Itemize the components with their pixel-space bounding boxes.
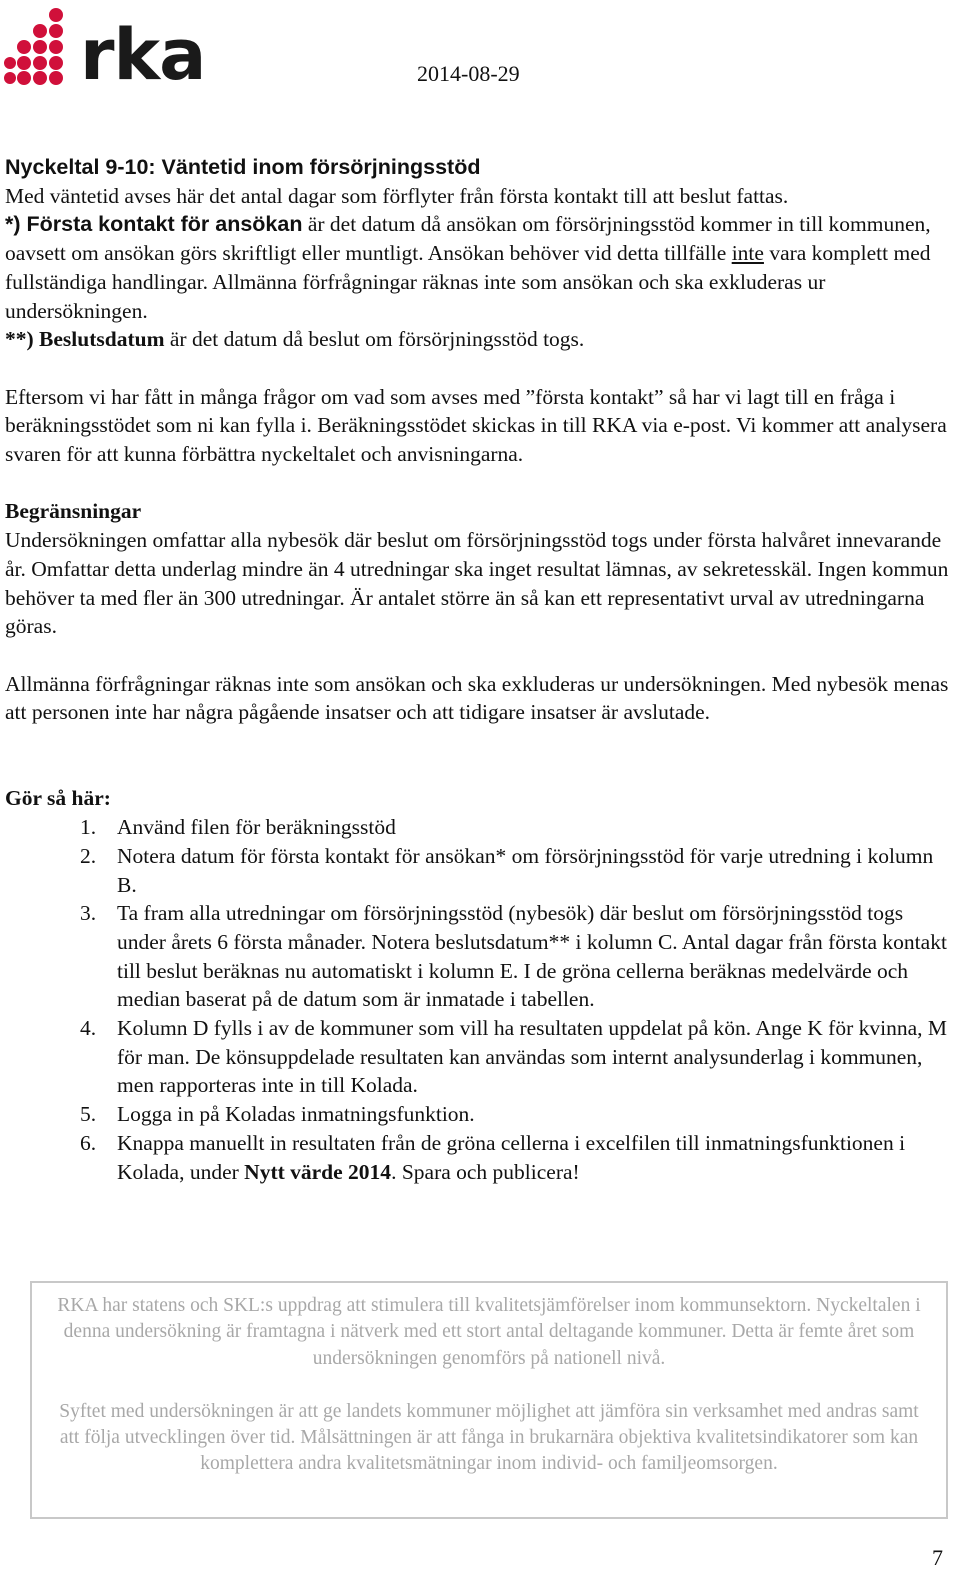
- limitations-heading-text: Begränsningar: [5, 499, 142, 524]
- step-number: 4.: [80, 1016, 97, 1041]
- first-contact-question-paragraph: Eftersom vi har fått in många frågor om vad som avses med ”första kontakt” så har vi lagt till en fråga i beräkningsstödet som ni kan fylla i. Beräkningsstödet skickas in till RKA via e-post. Vi kommer att analysera svaren för att kunna förbättra nyckeltalet och anvisningarna.: [5, 384, 947, 467]
- rka-logo-dots-icon: [4, 6, 79, 86]
- info-box-paragraph-2: Syftet med undersökningen är att ge landets kommuner möjlighet att jämföra sin verksamhet med andras samt att följa utvecklingen över tid. Målsättningen är att fånga in brukarnära objektiva kvalitetsindikatorer som kan komplettera andra kvalitetsmätningar inom individ- och familjeomsorgen.: [59, 1400, 919, 1475]
- step-number: 2.: [80, 843, 97, 868]
- step-text: Notera datum för första kontakt för ansökan* om försörjningsstöd för varje utredning i kolumn B.: [117, 843, 934, 897]
- step-number: 1.: [80, 815, 97, 840]
- def2-term: Beslutsdatum: [39, 327, 165, 352]
- step-number: 5.: [80, 1102, 97, 1127]
- steps-heading-text: Gör så här:: [5, 786, 111, 811]
- step-item: [5, 842, 950, 899]
- limitations-paragraph: Undersökningen omfattar alla nybesök där beslut om försörjningsstöd togs under första halvåret innevarande år. Omfattar detta underlag mindre än 4 utredningar ska inget resultat lämnas, av sekretesskäl. Ingen kommun behöver ta med fler än 300 utredningar. Är antalet större än så kan ett representativt urval av utredningarna göras.: [5, 528, 949, 639]
- general-inquiries-paragraph: Allmänna förfrågningar räknas inte som ansökan och ska exkluderas ur undersökningen. Med nybesök menas att personen inte har några pågående insatser och att tidigare insatser är avslutade.: [5, 671, 949, 725]
- steps-heading: [5, 784, 950, 813]
- page-number: 7: [932, 1545, 943, 1570]
- info-box-paragraph-1: RKA har statens och SKL:s uppdrag att stimulera till kvalitetsjämförelser inom kommunsektorn. Nyckeltalen i denna undersökning är framtagna i nätverk med ett stort antal deltagande kommuner. Detta är femte året som undersökningen genomförs på nationell nivå.: [57, 1295, 921, 1369]
- step-item: [5, 1014, 950, 1100]
- limitations-heading: [5, 497, 950, 526]
- step-number: 6.: [80, 1130, 97, 1155]
- def1-text-b: vara komplett med fullständiga handlingar. Allmänna förfrågningar räknas inte som ansökan och ska exkluderas ur undersökningen.: [5, 241, 931, 323]
- definition-decision-date: [5, 325, 950, 354]
- def1-term: Första kontakt för ansökan: [26, 212, 303, 237]
- step-number: 3.: [80, 901, 97, 926]
- step-bold-new-value: Nytt värde 2014: [244, 1159, 392, 1184]
- document-date: 2014-08-29: [417, 61, 520, 86]
- document-body: [5, 153, 950, 1186]
- step-text: Använd filen för beräkningsstöd: [117, 815, 396, 840]
- step-item: [5, 813, 950, 842]
- def1-text-a: är det datum då ansökan om försörjningsstöd kommer in till kommunen, oavsett om ansökan görs skriftligt eller muntligt. Ansökan behöver vid detta tillfälle: [5, 212, 931, 266]
- intro-paragraph: Med väntetid avses här det antal dagar som förflyter från första kontakt till att beslut fattas.: [5, 183, 789, 208]
- logo-wordmark: rka: [80, 14, 206, 96]
- rka-logo: [4, 6, 206, 96]
- steps-list: [5, 813, 950, 1186]
- step-item: [5, 899, 950, 1014]
- step-text: Kolumn D fylls i av de kommuner som vill ha resultaten uppdelat på kön. Ange K för kvinna, M för man. De könsuppdelade resultaten kan användas som internt analysunderlag i kommunen, men rapporteras inte in till Kolada.: [117, 1016, 947, 1098]
- def1-prefix: *): [5, 212, 27, 237]
- definition-first-contact: [5, 210, 950, 325]
- step-item: [5, 1129, 950, 1186]
- step-item: [5, 1100, 950, 1129]
- step-text-b: . Spara och publicera!: [391, 1159, 580, 1184]
- step-text: Logga in på Koladas inmatningsfunktion.: [117, 1102, 475, 1127]
- def1-underlined: inte: [731, 241, 764, 266]
- step-text-a: Knappa manuellt in resultaten från de gröna cellerna i excelfilen till inmatningsfunktionen i Kolada, under: [117, 1130, 906, 1184]
- def2-prefix: **): [5, 327, 40, 352]
- info-box: [30, 1281, 948, 1519]
- section-heading-waiting-time: Nyckeltal 9-10: Väntetid inom försörjningsstöd: [5, 155, 481, 179]
- def2-text: är det datum då beslut om försörjningsstöd togs.: [164, 327, 585, 352]
- step-text: Ta fram alla utredningar om försörjningsstöd (nybesök) där beslut om försörjningsstöd togs under årets 6 första månader. Notera beslutsdatum** i kolumn C. Antal dagar från första kontakt till beslut beräknas nu automatiskt i kolumn E. I de gröna cellerna beräknas medelvärde och median baserat på de datum som är inmatade i tabellen.: [117, 901, 947, 1012]
